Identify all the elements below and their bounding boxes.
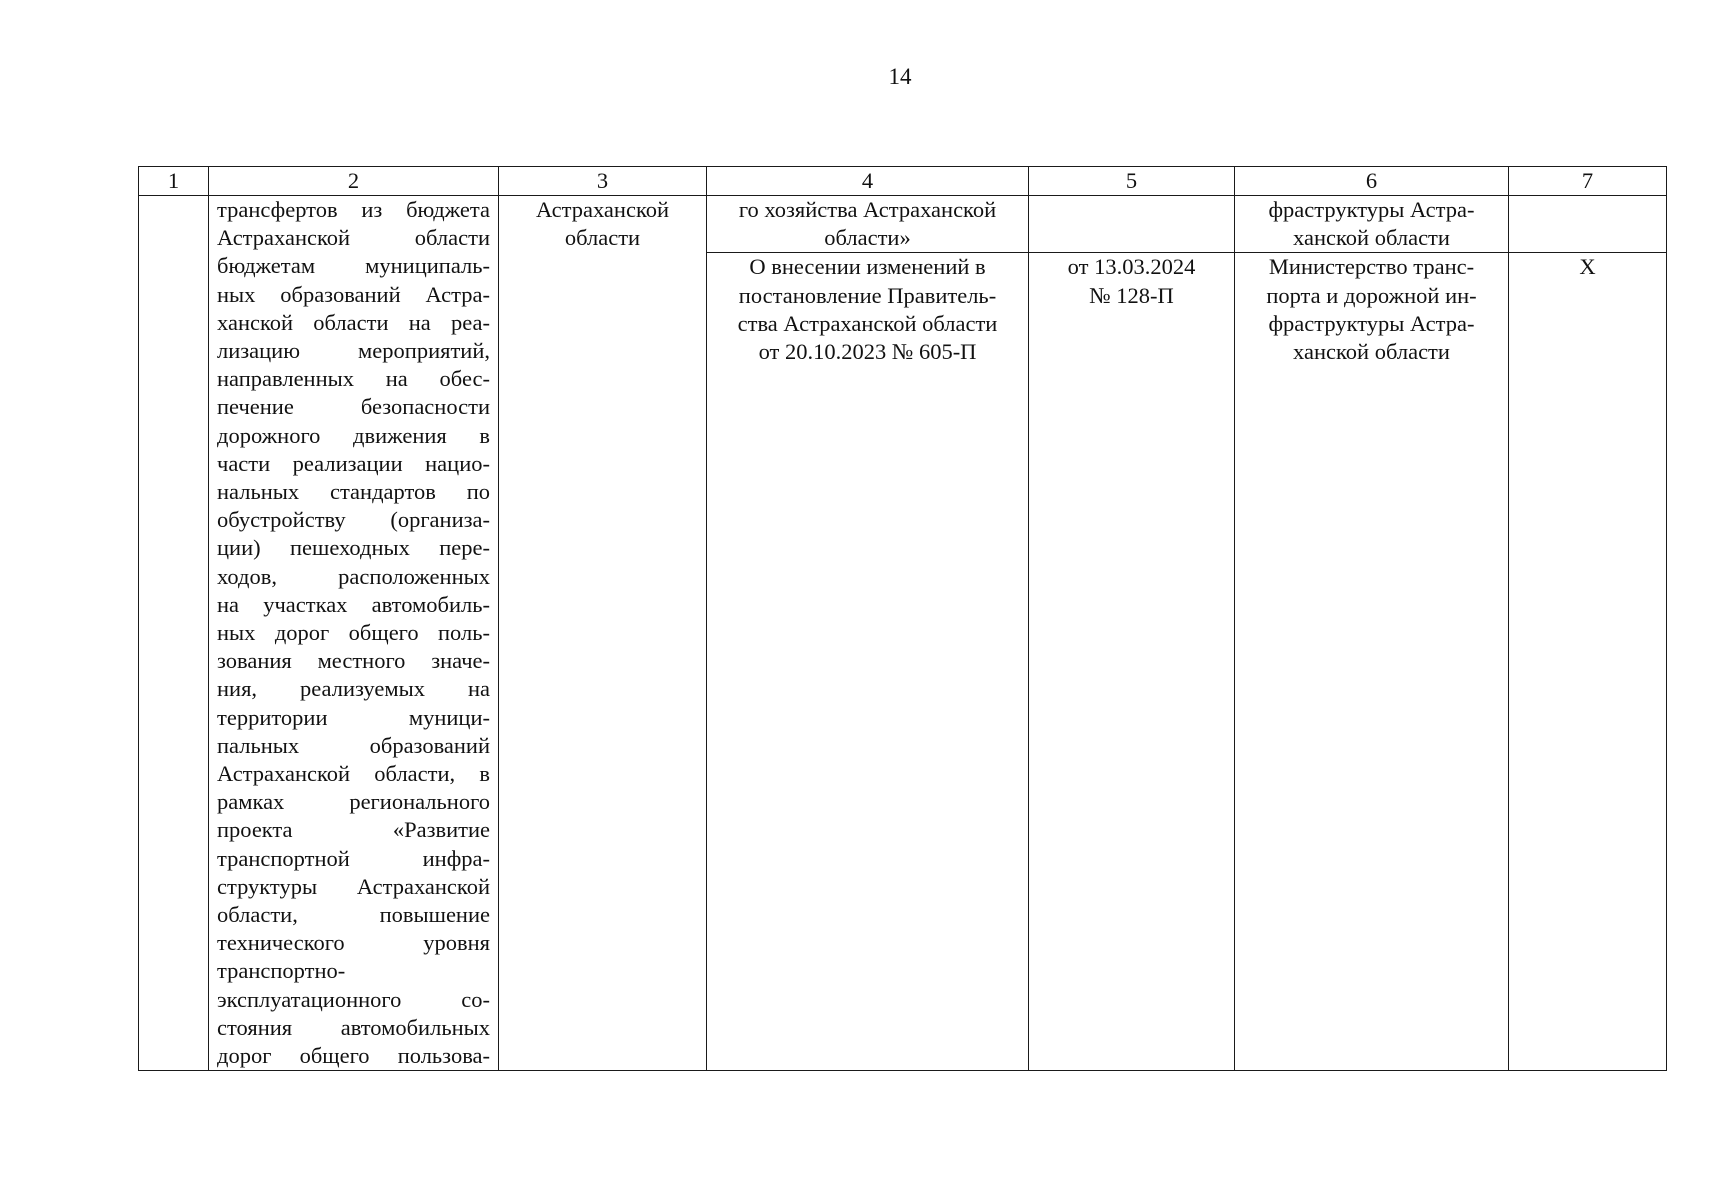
description-line: стояния автомобильных <box>217 1014 490 1040</box>
cell-responsible <box>1235 196 1509 253</box>
description-line: трансфертов из бюджета <box>217 197 490 222</box>
document-title-line: ства Астраханской области <box>737 310 998 336</box>
col-header-4: 4 <box>707 167 1029 196</box>
description-line: ции) пешеходных пере- <box>217 535 490 561</box>
region-line: области <box>564 225 641 251</box>
cell-document-title <box>707 196 1029 253</box>
cell-number <box>139 196 209 1071</box>
description-line: ных дорог общего поль- <box>217 620 490 646</box>
responsible-line: ханской области <box>1293 225 1450 251</box>
description-line: пальных образований <box>217 732 490 758</box>
responsible-line: фраструктуры Астра- <box>1268 197 1475 222</box>
description-line: части реализации нацио- <box>217 450 490 476</box>
description-line: структуры Астраханской <box>217 873 490 899</box>
col-header-1: 1 <box>139 167 209 196</box>
date-line: № 128-П <box>1089 282 1174 308</box>
responsible-line: Министерство транс- <box>1268 254 1475 280</box>
description-line: ходов, расположенных <box>217 563 490 589</box>
cell-date <box>1029 196 1235 253</box>
table-row <box>139 196 1667 253</box>
cell-mark <box>1509 196 1667 253</box>
responsible-line: ханской области <box>1293 339 1450 365</box>
cell-responsible <box>1235 253 1509 1071</box>
document-table <box>138 166 1667 1071</box>
description-line: транспортно- <box>217 958 346 984</box>
page-number: 14 <box>888 64 912 89</box>
description-line: эксплуатационного со- <box>217 986 490 1012</box>
document-title-line: постановление Правитель- <box>738 282 997 308</box>
document-title-line: го хозяйства Астраханской <box>738 197 997 222</box>
col-header-6: 6 <box>1235 167 1509 196</box>
region-line: Астраханской <box>535 197 670 222</box>
responsible-line: порта и дорожной ин- <box>1266 282 1477 308</box>
date-line: от 13.03.2024 <box>1067 254 1196 280</box>
cell-description <box>209 196 499 1071</box>
description-line: лизацию мероприятий, <box>217 338 490 364</box>
description-line: печение безопасности <box>217 394 490 420</box>
document-title-line: области» <box>824 225 911 251</box>
document-title-line: от 20.10.2023 № 605-П <box>758 339 977 365</box>
description-line: проекта «Развитие <box>217 817 490 843</box>
description-line: ных образований Астра- <box>217 281 490 307</box>
description-line: рамках регионального <box>217 789 490 815</box>
description-line: дорог общего пользова- <box>217 1043 490 1069</box>
col-header-7: 7 <box>1509 167 1667 196</box>
description-line: дорожного движения в <box>217 422 490 448</box>
cell-region <box>499 196 707 1071</box>
description-line: территории муници- <box>217 704 490 730</box>
cell-mark: Х <box>1509 253 1667 1071</box>
col-header-3: 3 <box>499 167 707 196</box>
description-line: ния, реализуемых на <box>217 676 490 702</box>
cell-date <box>1029 253 1235 1071</box>
description-line: зования местного значе- <box>217 648 490 674</box>
description-line: Астраханской области <box>217 225 490 251</box>
description-line: бюджетам муниципаль- <box>217 253 490 279</box>
description-line: транспортной инфра- <box>217 845 490 871</box>
description-line: направленных на обес- <box>217 366 490 392</box>
col-header-5: 5 <box>1029 167 1235 196</box>
document-title-line: О внесении изменений в <box>749 254 986 280</box>
description-line: технического уровня <box>217 930 490 956</box>
header-row <box>139 167 1667 196</box>
description-line: области, повышение <box>217 902 490 928</box>
description-line: Астраханской области, в <box>217 761 490 787</box>
description-line: обустройству (организа- <box>217 507 490 533</box>
col-header-2: 2 <box>209 167 499 196</box>
description-line: нальных стандартов по <box>217 479 490 505</box>
description-line: ханской области на реа- <box>217 309 490 335</box>
description-line: на участках автомобиль- <box>217 591 490 617</box>
responsible-line: фраструктуры Астра- <box>1268 310 1475 336</box>
cell-document-title <box>707 253 1029 1071</box>
